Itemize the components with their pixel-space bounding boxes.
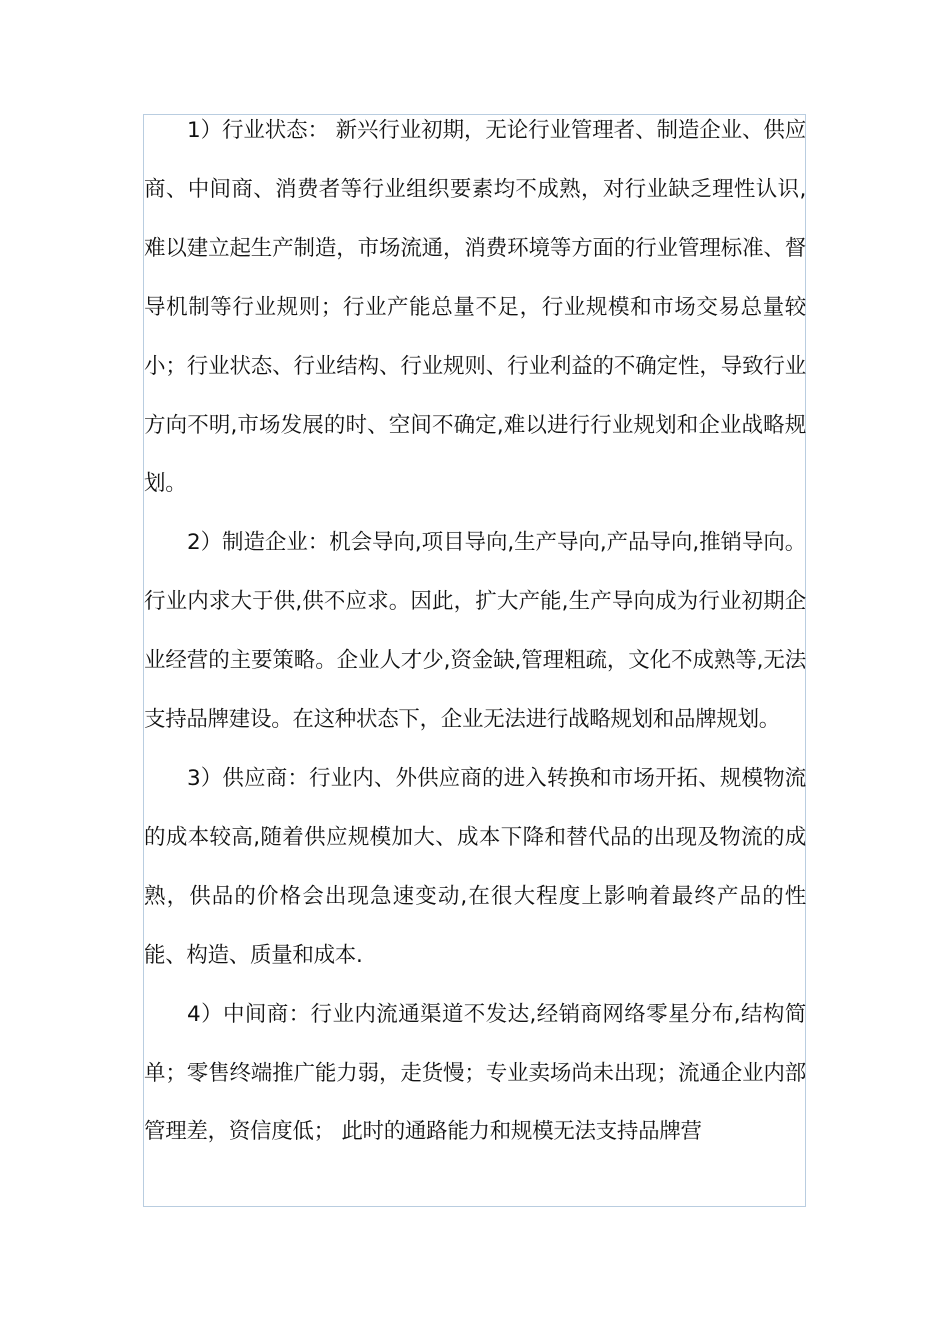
paragraph-intermediaries: 4）中间商：行业内流通渠道不发达,经销商网络零星分布,结构简单；零售终端推广能力弱，走货慢；专业卖场尚未出现；流通企业内部管理差，资信度低； 此时的通路能力和规模无法支持品牌营 xyxy=(144,1001,806,1145)
paragraph-industry-status: 1）行业状态： 新兴行业初期，无论行业管理者、制造企业、供应商、中间商、消费者等行业组织要素均不成熟，对行业缺乏理性认识,难以建立起生产制造，市场流通，消费环境等方面的行业管理标准、督导机制等行业规则；行业产能总量不足，行业规模和市场交易总量较小；行业状态、行业结构、行业规则、行业利益的不确定性，导致行业方向不明,市场发展的时、空间不确定,难以进行行业规划和企业战略规划。 xyxy=(144,118,806,497)
document-body xyxy=(144,102,806,1162)
paragraph-suppliers: 3）供应商：行业内、外供应商的进入转换和市场开拓、规模物流的成本较高,随着供应规模加大、成本下降和替代品的出现及物流的成熟，供品的价格会出现急速变动,在很大程度上影响着最终产品的性能、构造、质量和成本. xyxy=(144,765,806,968)
paragraph-manufacturers: 2）制造企业：机会导向,项目导向,生产导向,产品导向,推销导向。行业内求大于供,供不应求。因此，扩大产能,生产导向成为行业初期企业经营的主要策略。企业人才少,资金缺,管理粗疏，文化不成熟等,无法支持品牌建设。在这种状态下，企业无法进行战略规划和品牌规划。 xyxy=(144,530,806,733)
